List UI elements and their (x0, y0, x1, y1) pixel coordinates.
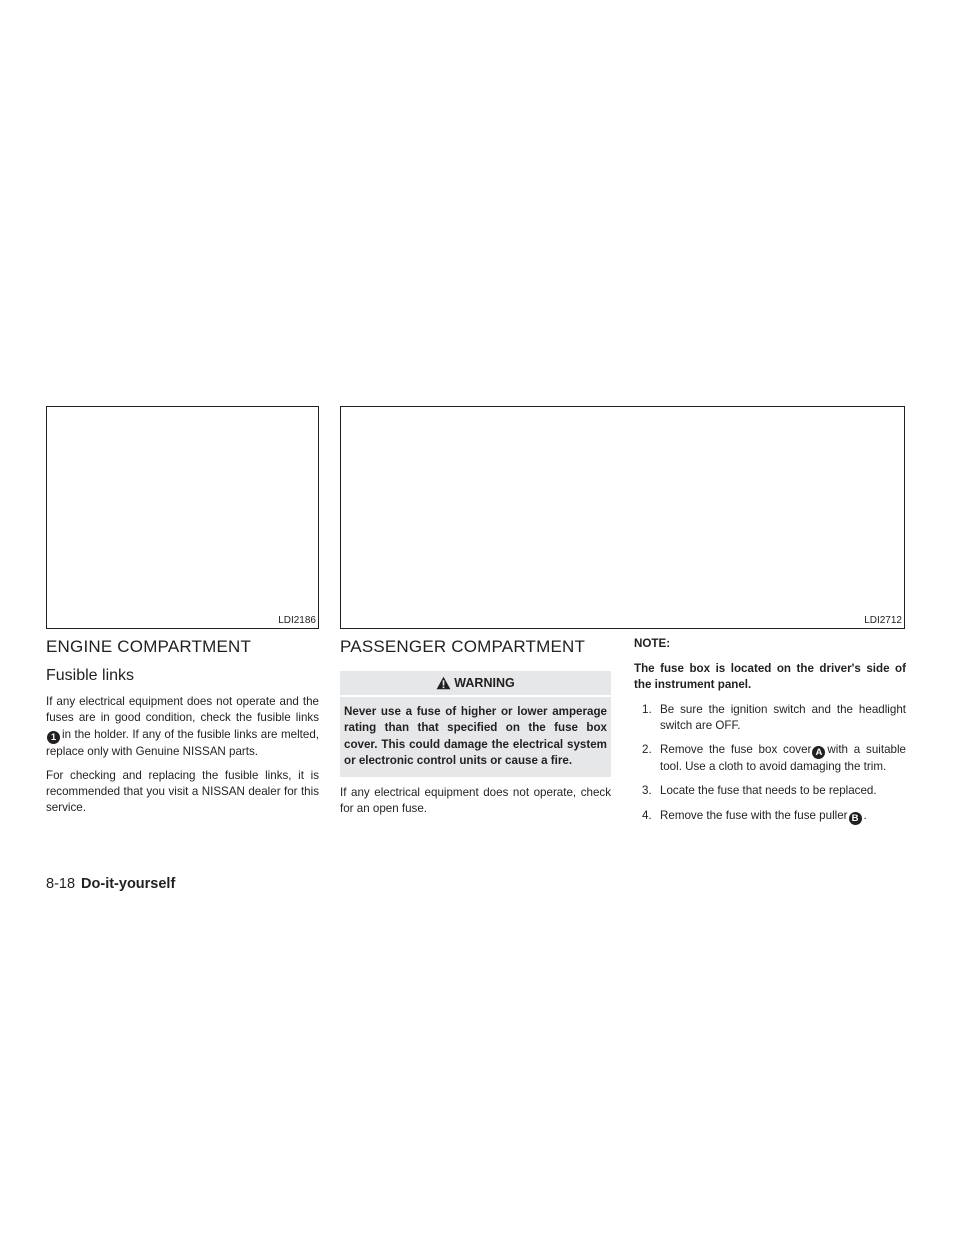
note-text: The fuse box is located on the driver's side of the instrument panel. (634, 662, 906, 692)
step-text: . (863, 808, 867, 822)
step-text: Locate the fuse that needs to be replaced. (660, 784, 877, 798)
step-number: 4. (642, 808, 652, 822)
paragraph: If any electrical equipment does not operate, check for an open fuse. (340, 786, 611, 816)
callout-marker: B (849, 812, 862, 825)
subsection-heading: Fusible links (46, 667, 135, 684)
step-text: with a suitable tool. Use a cloth to avoid damaging the trim. (660, 743, 906, 774)
note-label: NOTE: (634, 637, 671, 650)
step-number: 2. (642, 743, 652, 757)
callout-marker: 1 (47, 731, 60, 744)
warning-header (340, 671, 611, 697)
warning-title: WARNING (454, 676, 515, 690)
warning-icon (436, 676, 451, 690)
step-text: Remove the fuse with the fuse puller (660, 808, 848, 822)
section-heading: ENGINE COMPARTMENT (46, 637, 252, 656)
list-item (634, 742, 906, 775)
passenger-compartment-figure (340, 406, 905, 629)
list-item (634, 808, 906, 825)
right-column (634, 630, 906, 825)
paragraph-text: in the holder. If any of the fusible links are melted, replace only with Genuine NISSAN parts. (46, 727, 319, 758)
step-number: 3. (642, 784, 652, 798)
page-number: 8-18 (46, 876, 76, 892)
engine-compartment-figure (46, 406, 319, 629)
middle-column (340, 630, 611, 818)
paragraph-text: If any electrical equipment does not operate and the fuses are in good condition, check the fusible links (46, 695, 319, 725)
callout-marker: A (812, 746, 825, 759)
page-footer (46, 876, 175, 892)
step-text: Be sure the ignition switch and the headlight switch are OFF. (660, 702, 906, 732)
figure-label: LDI2186 (278, 615, 316, 626)
paragraph (46, 694, 319, 760)
paragraph: For checking and replacing the fusible links, it is recommended that you visit a NISSAN dealer for this service. (46, 768, 319, 815)
list-item (634, 702, 906, 735)
steps-list (634, 702, 906, 825)
list-item (634, 783, 906, 799)
left-column (46, 630, 319, 817)
warning-text: Never use a fuse of higher or lower amperage rating than that specified on the fuse box cover. This could damage the electrical system or electronic control units or cause a fire. (344, 705, 607, 767)
warning-box (340, 671, 611, 777)
step-text: Remove the fuse box cover (660, 743, 812, 757)
figure-label: LDI2712 (864, 615, 902, 626)
section-heading: PASSENGER COMPARTMENT (340, 637, 586, 656)
step-number: 1. (642, 702, 652, 716)
chapter-title: Do-it-yourself (81, 876, 176, 892)
